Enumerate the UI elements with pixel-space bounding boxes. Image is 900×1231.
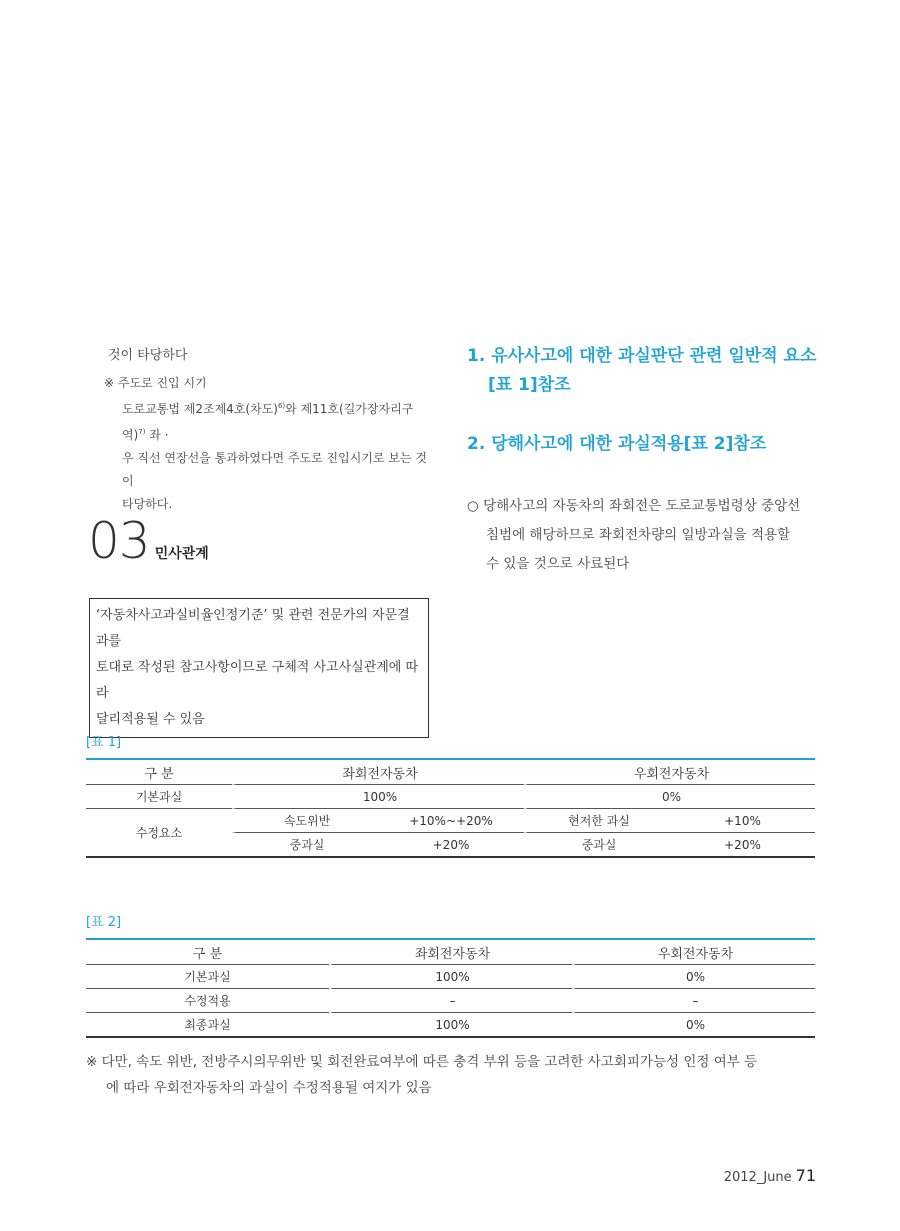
section-number: 03 <box>88 512 150 570</box>
table2-header-gubun: 구 분 <box>86 940 329 965</box>
table-cell: 0% <box>572 965 815 989</box>
table-cell: 최종과실 <box>184 1018 231 1032</box>
table2 <box>86 938 815 1038</box>
table1-header-gubun: 구 분 <box>86 760 232 785</box>
table-cell: 수정적용 <box>86 989 329 1013</box>
table1-mod-label: 수정요소 <box>135 826 183 840</box>
table-cell: 중과실 <box>232 833 378 856</box>
table2-caption: [표 2] <box>86 915 122 930</box>
table2-header <box>86 940 815 965</box>
table-cell: 기본과실 <box>86 965 329 989</box>
table-cell: +10%~+20% <box>378 809 524 833</box>
table1-header-right: 우회전자동차 <box>524 760 815 785</box>
continuation-line: 것이 타당하다 <box>108 348 188 363</box>
table-cell: 0% <box>572 1013 815 1036</box>
analysis-paragraph <box>467 492 817 579</box>
table-cell: – <box>572 989 815 1013</box>
notice-line: 토대로 작성된 참고사항이므로 구체적 사고사실관계에 따라 <box>96 660 419 701</box>
table-cell: 속도위반 <box>232 809 378 833</box>
table-row <box>86 989 815 1013</box>
entry-note-line: 도로교통법 제2조제4호(차도)$^{6)}$와 제11호(길가장자리구역)$^{7)}$ 좌 · <box>122 402 414 442</box>
footnote <box>86 1049 818 1101</box>
page-footer <box>724 1166 816 1185</box>
table2-header-right: 우회전자동차 <box>572 940 815 965</box>
analysis-line: 수 있을 것으로 사료된다 <box>486 556 630 572</box>
table-row <box>86 965 815 989</box>
table-cell: 중과실 <box>524 833 670 856</box>
entry-note <box>90 372 435 516</box>
table1-base-left: 100% <box>232 785 524 809</box>
table-cell: 현저한 과실 <box>524 809 670 833</box>
table-row <box>86 1013 815 1036</box>
heading-1-line: 1. 유사사고에 대한 과실판단 관련 일반적 요소 <box>467 346 817 366</box>
heading-1-line: [표 1]참조 <box>488 375 571 395</box>
table-row <box>86 809 815 833</box>
table2-header-left: 좌회전자동차 <box>329 940 572 965</box>
issue-label: 2012_June <box>723 1170 792 1185</box>
notice-line: ‘자동차사고과실비율인정기준’ 및 관련 전문가의 자문결과를 <box>96 608 410 649</box>
table1 <box>86 758 815 858</box>
table-cell: +10% <box>670 809 815 833</box>
analysis-line: 침범에 해당하므로 좌회전차량의 일방과실을 적용할 <box>486 527 791 543</box>
entry-note-title: ※ 주도로 진입 시기 <box>104 376 207 390</box>
notice-line: 달리적용될 수 있음 <box>96 712 205 727</box>
table1-header-left: 좌회전자동차 <box>232 760 524 785</box>
table-cell: +20% <box>432 837 470 852</box>
entry-note-line: 우 직선 연장선을 통과하였다면 주도로 진입시기로 보는 것이 <box>122 451 427 488</box>
table-cell: +20% <box>724 837 761 852</box>
table1-header <box>86 760 815 785</box>
heading-2: 2. 당해사고에 대한 과실적용[표 2]참조 <box>467 434 767 454</box>
table-row <box>86 785 815 809</box>
continuation-text <box>90 344 435 367</box>
table1-base-right: 0% <box>524 785 815 809</box>
heading-1 <box>467 342 827 400</box>
notice-box <box>89 598 429 738</box>
section-heading <box>88 512 209 570</box>
table-cell: 100% <box>329 1013 572 1036</box>
table-cell: 100% <box>329 965 572 989</box>
entry-note-line: 타당하다. <box>122 497 173 511</box>
analysis-line: ○ 당해사고의 자동차의 좌회전은 도로교통법령상 중앙선 <box>467 498 801 514</box>
footnote-line: 에 따라 우회전자동차의 과실이 수정적용될 여지가 있음 <box>106 1080 432 1096</box>
page-number: 71 <box>795 1166 816 1185</box>
table1-base-label: 기본과실 <box>86 785 232 809</box>
table-cell: – <box>329 989 572 1013</box>
section-title: 민사관계 <box>154 546 209 562</box>
table1-caption: [표 1] <box>86 735 122 750</box>
footnote-line: ※ 다만, 속도 위반, 전방주시의무위반 및 회전완료여부에 따른 충격 부위 등을 고려한 사고회피가능성 인정 여부 등 <box>86 1054 758 1070</box>
